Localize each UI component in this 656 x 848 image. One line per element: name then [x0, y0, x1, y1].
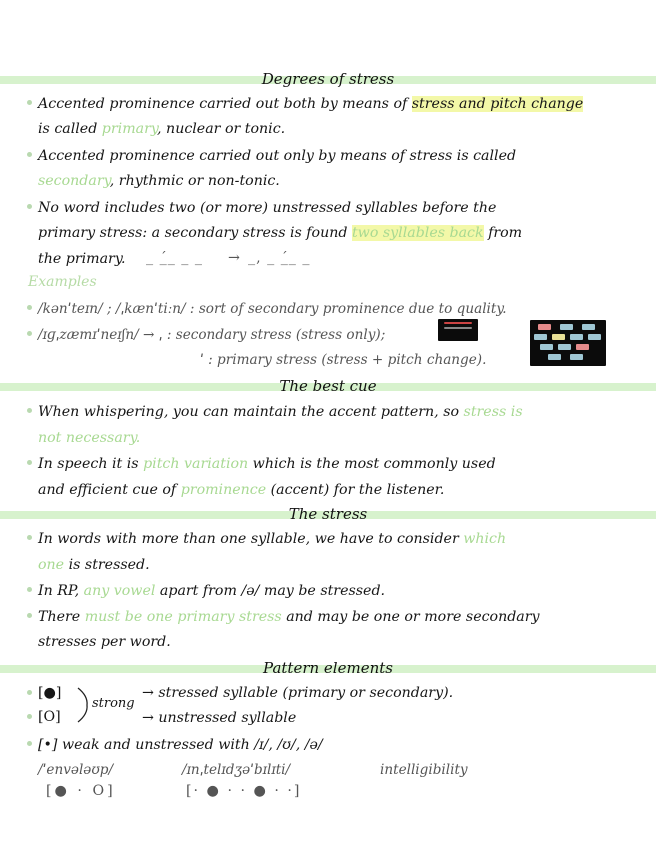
text: is stressed. — [64, 557, 150, 573]
bullet — [27, 613, 32, 618]
brace-icon — [76, 686, 90, 724]
text: from — [483, 225, 523, 241]
bullet — [27, 100, 32, 105]
example-line: /kənˈteɪn/ ; /ˌkænˈtiːn/ : sort of secondary prominence due to quality. — [38, 301, 507, 317]
thumb-cell — [570, 334, 583, 340]
text: , nuclear or tonic. — [157, 121, 286, 137]
text-line — [38, 530, 506, 548]
pattern-desc: → unstressed syllable — [142, 710, 297, 726]
bullet — [27, 331, 32, 336]
example-ipa: /ˈenvələʊp/ — [38, 762, 114, 778]
text-line — [38, 608, 540, 626]
rhythm-before: _ _́_ _ _ — [146, 250, 203, 266]
highlight-text: one — [38, 557, 65, 573]
highlight-text: primary — [101, 121, 158, 137]
bullet — [27, 741, 32, 746]
bullet — [27, 408, 32, 413]
section-title-degrees: Degrees of stress — [261, 70, 395, 88]
text: In speech it is — [38, 456, 144, 472]
text-line: Accented prominence carried out only by means of stress is called — [38, 148, 517, 164]
example-ipa: /ɪnˌtelɪdʒəˈbɪlɪti/ — [182, 762, 291, 778]
pattern-symbol: [●] — [38, 685, 62, 701]
thumb-cell — [582, 324, 595, 330]
text-line — [38, 172, 280, 190]
bullet — [27, 535, 32, 540]
bullet — [27, 690, 32, 695]
highlight-text: two syllables back — [351, 225, 484, 241]
text-line: stresses per word. — [38, 634, 171, 650]
thumb-cell — [548, 354, 561, 360]
highlight-text: which — [463, 531, 507, 547]
section-title-pattern: Pattern elements — [263, 659, 393, 677]
text-line: No word includes two (or more) unstressed syllables before the — [38, 200, 497, 216]
thumb-cell — [570, 354, 583, 360]
text: apart from /ə/ may be stressed. — [155, 583, 386, 599]
pattern-symbol: [O] — [38, 709, 61, 725]
strong-label: strong — [92, 696, 135, 711]
text-line — [38, 120, 285, 138]
text-line — [38, 403, 523, 421]
examples-label: Examples — [28, 274, 97, 290]
pattern-desc: [•] weak and unstressed with /ɪ/, /ʊ/, /ə/ — [38, 737, 323, 753]
thumb-cell — [538, 324, 551, 330]
thumb-cell — [444, 327, 472, 329]
text-line — [38, 582, 385, 600]
thumb-cell — [444, 322, 472, 324]
text: and may be one or more secondary — [281, 609, 540, 625]
text-line — [38, 556, 150, 574]
text: When whispering, you can maintain the accent pattern, so — [38, 404, 464, 420]
thumb-cell — [540, 344, 553, 350]
rhythm-arrow: → — [228, 250, 240, 266]
text-line — [38, 250, 125, 268]
text-line — [38, 95, 583, 113]
text: In RP, — [38, 583, 84, 599]
thumb-cell — [588, 334, 601, 340]
bullet — [27, 460, 32, 465]
text-line — [38, 455, 496, 473]
thumb-cell — [552, 334, 565, 340]
bullet — [27, 152, 32, 157]
text-line: not necessary. — [38, 430, 141, 446]
text: and efficient cue of — [38, 482, 181, 498]
text: Accented prominence carried out both by means of — [38, 96, 412, 112]
example-pattern: [· ● · · ● · ·] — [186, 783, 302, 799]
text: There — [38, 609, 85, 625]
section-title-best-cue: The best cue — [279, 377, 377, 395]
section-title-stress: The stress — [288, 505, 368, 523]
text: In words with more than one syllable, we have to consider — [38, 531, 464, 547]
thumb-cell — [558, 344, 571, 350]
highlight-text: must be one primary stress — [84, 609, 282, 625]
highlight-text: secondary — [38, 173, 110, 189]
thumb-cell — [534, 334, 547, 340]
text: is called — [38, 121, 102, 137]
highlight-text: stress is — [463, 404, 523, 420]
highlight-text: stress and pitch change — [411, 96, 584, 112]
highlight-text: prominence — [180, 482, 267, 498]
pattern-desc: → stressed syllable (primary or secondary). — [142, 685, 454, 701]
text-line — [38, 481, 444, 499]
bullet — [27, 204, 32, 209]
thumb-cell — [576, 344, 589, 350]
rhythm-after: _, _ _́_ _ — [248, 250, 311, 266]
text: which is the most commonly used — [248, 456, 496, 472]
text: primary stress: a secondary stress is found — [38, 225, 352, 241]
text: (accent) for the listener. — [266, 482, 445, 498]
thumb-cell — [560, 324, 573, 330]
example-pattern: [● · O] — [46, 783, 116, 799]
example-line: /ɪɡˌzæmɪˈneɪʃn/ → ˌ : secondary stress (stress only); — [38, 327, 386, 343]
highlight-text: any vowel — [83, 583, 156, 599]
text-line — [38, 224, 522, 242]
thumbnail-image — [530, 320, 606, 366]
bullet — [27, 305, 32, 310]
bullet — [27, 714, 32, 719]
highlight-text: pitch variation — [143, 456, 249, 472]
text: the primary. — [38, 251, 126, 267]
text: , rhythmic or non-tonic. — [109, 173, 280, 189]
thumbnail-image — [438, 319, 478, 341]
example-word: intelligibility — [380, 762, 468, 778]
bullet — [27, 587, 32, 592]
example-line: ˈ : primary stress (stress + pitch change). — [200, 352, 487, 368]
